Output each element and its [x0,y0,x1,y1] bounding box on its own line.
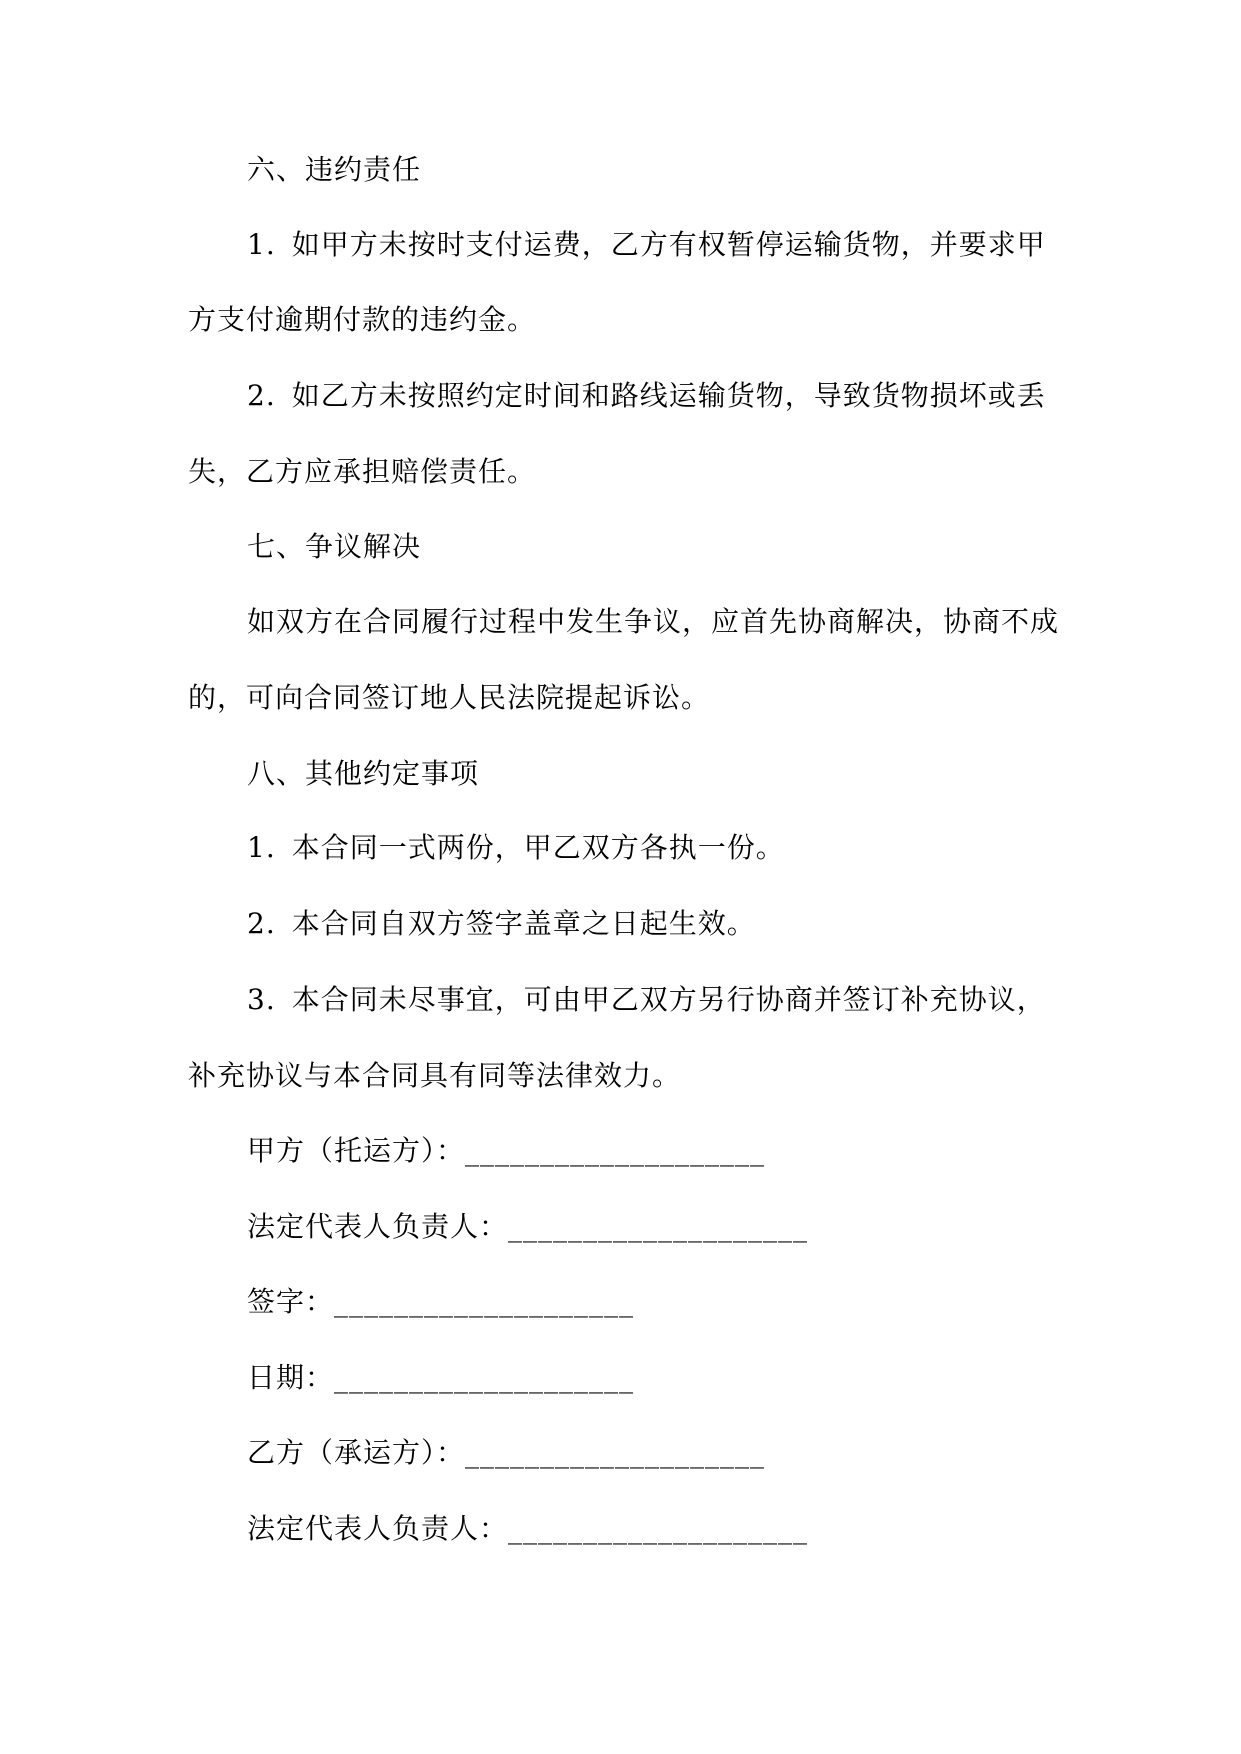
item-text: 本合同自双方签字盖章之日起生效。 [291,907,756,940]
section-7-heading: 七、争议解决 [247,530,422,563]
section-8-item-3 [247,982,1046,1018]
section-8-item-3-cont: 补充协议与本合同具有同等法律效力。 [188,1059,682,1092]
item-text: 本合同一式两份，甲乙双方各执一份。 [291,831,785,864]
item-text: 如甲方未按时支付运费，乙方有权暂停运输货物，并要求甲 [291,228,1046,261]
section-8-item-2 [247,906,756,942]
section-7-paragraph: 如双方在合同履行过程中发生争议，应首先协商解决，协商不成 [247,605,1060,638]
party-b-field: 乙方（承运方）：____________________ [247,1436,766,1469]
item-number: 2. [247,379,276,412]
item-number: 1. [247,831,276,864]
party-b-representative-field: 法定代表人负责人：____________________ [247,1512,809,1545]
section-7-paragraph-cont: 的，可向合同签订地人民法院提起诉讼。 [188,681,711,714]
signature-field: 签字：____________________ [247,1285,635,1318]
section-8-item-1 [247,830,785,866]
item-number: 2. [247,907,276,940]
section-6-item-1 [247,227,1046,263]
section-6-item-1-cont: 方支付逾期付款的违约金。 [188,303,537,336]
item-number: 3. [247,983,276,1016]
party-a-field: 甲方（托运方）：____________________ [247,1134,766,1167]
item-text: 如乙方未按照约定时间和路线运输货物，导致货物损坏或丢 [291,379,1046,412]
section-6-heading: 六、违约责任 [247,153,422,186]
item-number: 1. [247,228,276,261]
section-6-item-2-cont: 失，乙方应承担赔偿责任。 [188,455,537,488]
section-8-heading: 八、其他约定事项 [247,757,480,790]
party-a-representative-field: 法定代表人负责人：____________________ [247,1210,809,1243]
item-text: 本合同未尽事宜，可由甲乙双方另行协商并签订补充协议， [291,983,1046,1016]
section-6-item-2 [247,378,1046,414]
date-field: 日期：____________________ [247,1361,635,1394]
